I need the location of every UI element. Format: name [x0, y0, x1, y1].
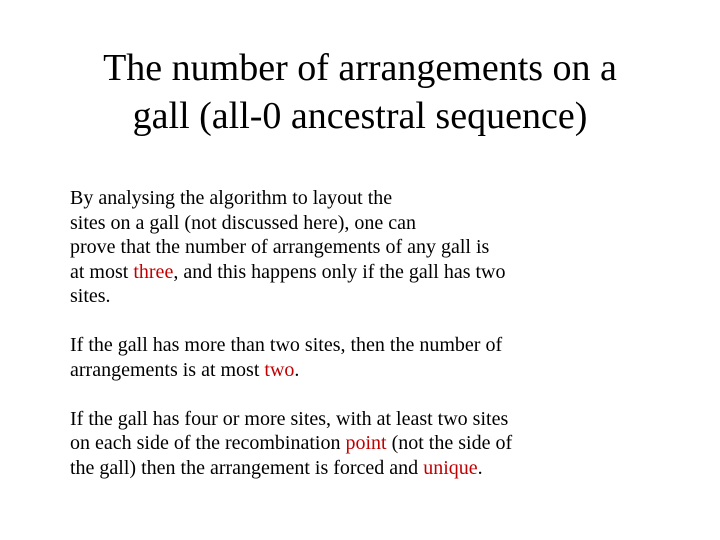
paragraph-line: [70, 260, 670, 285]
slide-body: [70, 186, 670, 480]
paragraph-2: [70, 333, 670, 382]
line-text: the gall) then the arrangement is forced and: [70, 456, 424, 479]
slide-title-line-1: The number of arrangements on a: [103, 47, 617, 89]
slide-title-line-2: gall (all-0 ancestral sequence): [132, 95, 588, 137]
line-text: (not the side of: [386, 432, 513, 454]
line-text: arrangements is at most: [70, 358, 265, 381]
paragraph-line: [70, 284, 670, 309]
line-text: By analysing the algorithm to layout the: [70, 187, 393, 209]
line-text: If the gall has four or more sites, with at least two sites: [70, 407, 509, 430]
line-text: sites on a gall (not discussed here), one can: [70, 211, 417, 234]
highlight-two: two: [264, 358, 295, 381]
line-text: If the gall has more than two sites, then the number of: [70, 334, 503, 356]
paragraph-1: [70, 186, 670, 309]
paragraph-3: [70, 407, 670, 481]
paragraph-line: [70, 358, 670, 383]
line-text: on each side of the recombination: [70, 432, 346, 454]
paragraph-line: [70, 186, 670, 211]
paragraph-line: [70, 407, 670, 432]
paragraph-line: [70, 333, 670, 358]
line-text: prove that the number of arrangements of any gall is: [70, 236, 490, 258]
highlight-point: point: [345, 432, 387, 454]
paragraph-line: [70, 456, 670, 481]
slide-title: [0, 44, 720, 140]
line-text: at most: [70, 260, 134, 283]
paragraph-line: [70, 211, 670, 236]
line-text: .: [294, 358, 300, 381]
highlight-unique: unique: [423, 456, 478, 479]
paragraph-line: [70, 431, 670, 456]
line-text: , and this happens only if the gall has two: [173, 260, 506, 283]
highlight-three: three: [133, 260, 174, 283]
paragraph-line: [70, 235, 670, 260]
line-text: sites.: [70, 285, 111, 307]
line-text: .: [477, 456, 483, 479]
